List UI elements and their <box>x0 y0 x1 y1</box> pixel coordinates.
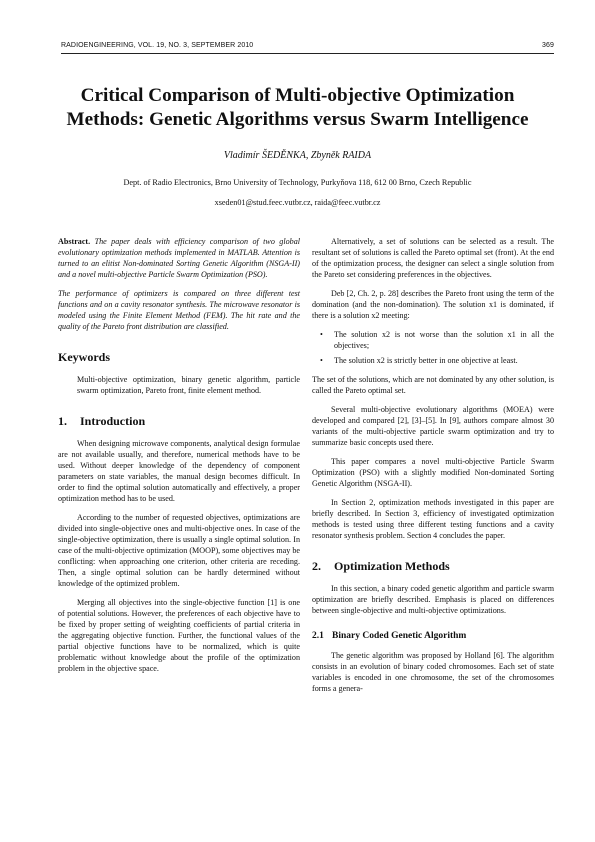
domination-criteria-list <box>312 329 554 366</box>
section-title: Optimization Methods <box>334 559 450 573</box>
abstract-label: Abstract. <box>58 237 91 246</box>
left-column <box>58 236 300 682</box>
intro-paragraph-9: In Section 2, optimization methods investigated in this paper are briefly described. In Section 3, efficiency of investigated optimization methods is tested using three different testing functions and a cavity resonator synthesis problem. Section 4 concludes the paper. <box>312 498 554 540</box>
author-emails: xseden01@stud.feec.vutbr.cz, raida@feec.vutbr.cz <box>214 198 381 207</box>
journal-info: RADIOENGINEERING, VOL. 19, NO. 3, SEPTEMBER 2010 <box>61 42 254 49</box>
intro-paragraph-5: Deb [2, Ch. 2, p. 28] describes the Pareto front using the term of the domination (and the non-domination). The solution x1 is dominated, if there is a solution x2 meeting: <box>312 289 554 320</box>
intro-paragraph-1: When designing microwave components, analytical design formulae are not available usually, and therefore, numerical methods have to be used. Without deeper knowledge of the dependency of component parameters on state variables, the manual design becomes difficult. In order to find the optimal solution automatically and effectively, a proper optimization method has to be used. <box>58 439 300 503</box>
intro-paragraph-4: Alternatively, a set of solutions can be selected as a result. The resultant set of solutions is called the Pareto optimal set (front). At the end of the optimization process, the designer can select a single solution from the Pareto set considering preferences in the objectives. <box>312 237 554 279</box>
section-title: Introduction <box>80 414 146 428</box>
abstract-paragraph-1 <box>58 236 300 280</box>
subsection-heading-binary-ga <box>312 630 554 642</box>
keywords-text: Multi-objective optimization, binary genetic algorithm, particle swarm optimization, Pareto front, finite element method. <box>77 375 300 395</box>
section-number: 1. <box>58 414 67 428</box>
intro-paragraph-2: According to the number of requested objectives, optimizations are divided into single-objective ones and multi-objective ones. In case of the single-objective optimization, there is usually a single optimal solution. In case of the multi-objective optimization (MOOP), some objectives may be conflicting: when approaching one criterion, other criteria are receding. Then, a single optimal solution can be hardly determined without knowledge of the optimized problem. <box>58 513 300 588</box>
list-item-text: The solution x2 is strictly better in one objective at least. <box>334 356 518 365</box>
bullet-icon: • <box>320 330 323 339</box>
paper-title <box>40 84 555 132</box>
intro-paragraph-8: This paper compares a novel multi-objective Particle Swarm Optimization (PSO) with a slightly modified Non-dominated Sorting Genetic Algorithm (NSGA-II). <box>312 457 554 488</box>
list-item <box>320 355 554 366</box>
keywords-heading: Keywords <box>58 350 110 364</box>
intro-paragraph-3: Merging all objectives into the single-objective function [1] is one of potential solutions. However, the preferences of each objective have to be fixed by proper setting of weighting coefficients of partial criteria in the aggregating objective function. Further, the functional values of the partial objective functions have to be normalized, which is quite problematic without knowledge about the profile of the optimization problem in the objective space. <box>58 598 300 673</box>
subsection-number: 2.1 <box>312 631 324 641</box>
abstract-paragraph-2: The performance of optimizers is compared on three different test functions and on a cavity resonator synthesis. The microwave resonator is modeled using the Finite Element Method (FEM). The hit rate and the quality of the Pareto front distribution are classified. <box>58 289 300 331</box>
methods-paragraph-1: In this section, a binary coded genetic algorithm and particle swarm optimization are briefly described. Emphasis is placed on differences between single-objective and multi-objective optimizations. <box>312 584 554 615</box>
affiliation: Dept. of Radio Electronics, Brno University of Technology, Purkyňova 118, 612 00 Brno, Czech Republic <box>123 178 472 187</box>
title-line-2: Methods: Genetic Algorithms versus Swarm Intelligence <box>66 109 529 130</box>
header-rule <box>61 53 554 54</box>
abstract-text-1: The paper deals with efficiency comparison of two global evolutionary optimization methods implemented in MATLAB. Attention is turned to an elitist Non-dominated Sorting Genetic Algorithm (NSGA-II) and a novel multi-objective Particle Swarm Optimization (PSO). <box>58 237 300 279</box>
subsection-title: Binary Coded Genetic Algorithm <box>332 631 467 641</box>
bga-paragraph-1: The genetic algorithm was proposed by Holland [6]. The algorithm consists in an evolution of binary coded chromosomes. Each set of state variables is encoded in one chromosome, the set of the chromosomes forms a genera- <box>312 651 554 693</box>
section-heading-optimization-methods <box>312 559 554 573</box>
authors: Vladimír ŠEDĚNKA, Zbyněk RAIDA <box>223 150 372 161</box>
section-number: 2. <box>312 559 321 573</box>
list-item-text: The solution x2 is not worse than the solution x1 in all the objectives; <box>334 330 554 350</box>
running-header <box>61 40 554 54</box>
bullet-icon: • <box>320 356 323 365</box>
title-line-1: Critical Comparison of Multi-objective Optimization <box>80 85 515 106</box>
section-heading-introduction <box>58 414 300 428</box>
page-number: 369 <box>542 42 554 49</box>
intro-paragraph-6: The set of the solutions, which are not dominated by any other solution, is called the Pareto optimal set. <box>312 375 554 395</box>
intro-paragraph-7: Several multi-objective evolutionary algorithms (MOEA) were developed and compared [2], [3]–[5]. In [9], authors compare almost 30 variants of the multi-objective particle swarm optimization and try to summarize basic concepts used there. <box>312 405 554 447</box>
right-column <box>312 236 554 702</box>
list-item <box>320 329 554 351</box>
